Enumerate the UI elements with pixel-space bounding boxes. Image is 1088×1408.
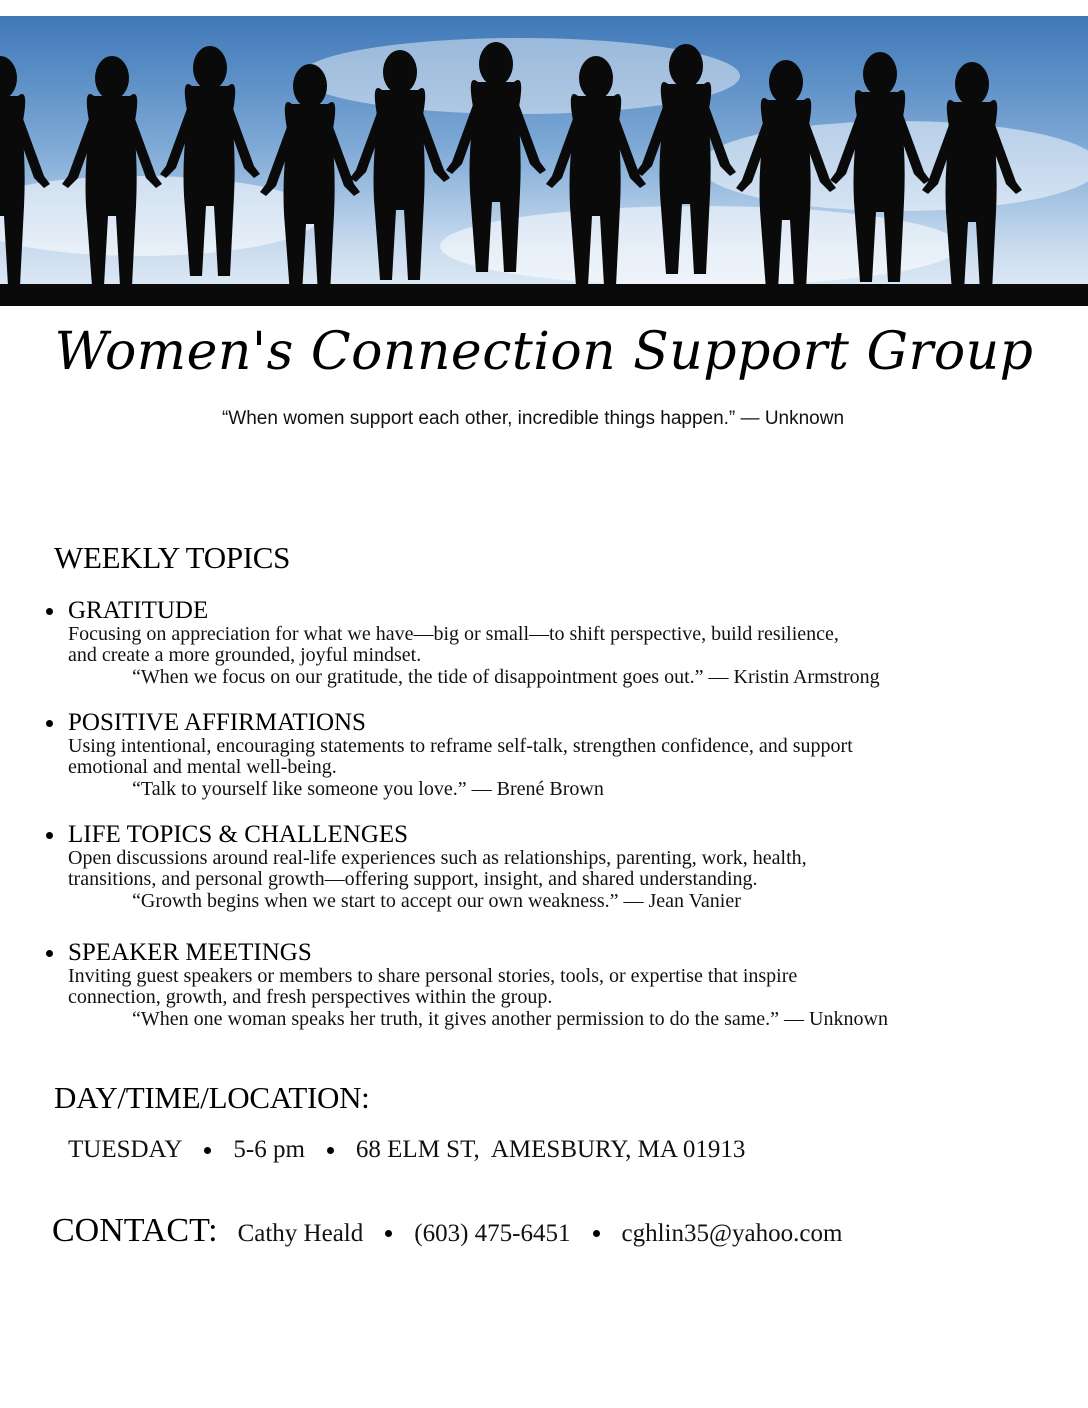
- weekly-topics-heading: WEEKLY TOPICS: [54, 540, 291, 575]
- bullet-icon: [46, 720, 53, 727]
- bullet-icon: [46, 832, 53, 839]
- meeting-day: TUESDAY: [68, 1136, 183, 1163]
- bullet-icon: [204, 1147, 211, 1154]
- list-item: [46, 940, 888, 1030]
- contact-row: [52, 1212, 842, 1250]
- contact-name: Cathy Heald: [237, 1220, 364, 1247]
- bullet-icon: [593, 1230, 600, 1237]
- topic-description: Using intentional, encouraging statements to reframe self-talk, strengthen confidence, and support: [68, 735, 853, 757]
- topic-description: transitions, and personal growth—offering support, insight, and shared understanding.: [68, 868, 758, 890]
- topic-description: Inviting guest speakers or members to share personal stories, tools, or expertise that inspire: [68, 965, 798, 987]
- topic-description: connection, growth, and fresh perspectives within the group.: [68, 986, 553, 1008]
- page-title: Women's Connection Support Group: [54, 322, 1034, 382]
- meeting-location: 68 ELM ST, AMESBURY, MA 01913: [355, 1136, 746, 1163]
- contact-heading: CONTACT:: [52, 1212, 218, 1249]
- topic-quote: “When we focus on our gratitude, the tide of disappointment goes out.” — Kristin Armstrong: [132, 666, 880, 688]
- topic-description: and create a more grounded, joyful mindset.: [68, 644, 422, 666]
- meeting-details: [68, 1136, 745, 1164]
- topic-name: SPEAKER MEETINGS: [68, 939, 312, 966]
- bullet-icon: [327, 1147, 334, 1154]
- contact-phone[interactable]: (603) 475-6451: [414, 1220, 571, 1247]
- topic-quote: “Growth begins when we start to accept our own weakness.” — Jean Vanier: [132, 890, 741, 912]
- topic-description: emotional and mental well-being.: [68, 756, 337, 778]
- contact-email-link[interactable]: cghlin35@yahoo.com: [621, 1220, 843, 1247]
- topic-quote: “When one woman speaks her truth, it gives another permission to do the same.” — Unknown: [132, 1008, 888, 1030]
- topic-name: LIFE TOPICS & CHALLENGES: [68, 821, 409, 848]
- banner-image: [0, 16, 1088, 306]
- topic-quote: “Talk to yourself like someone you love.” — Brené Brown: [132, 778, 604, 800]
- list-item: [46, 822, 807, 912]
- bullet-icon: [385, 1230, 392, 1237]
- topic-name: GRATITUDE: [68, 597, 209, 624]
- bullet-icon: [46, 950, 53, 957]
- topic-name: POSITIVE AFFIRMATIONS: [68, 709, 366, 736]
- tagline-quote: “When women support each other, incredible things happen.” — Unknown: [221, 408, 845, 429]
- bullet-icon: [46, 608, 53, 615]
- topic-description: Focusing on appreciation for what we have—big or small—to shift perspective, build resilience,: [68, 623, 839, 645]
- meeting-time: 5-6 pm: [233, 1136, 305, 1163]
- day-time-location-heading: DAY/TIME/LOCATION:: [54, 1080, 370, 1115]
- women-holding-hands-silhouette-icon: [0, 16, 1088, 306]
- list-item: [46, 598, 880, 688]
- list-item: [46, 710, 853, 800]
- topic-description: Open discussions around real-life experiences such as relationships, parenting, work, health,: [68, 847, 807, 869]
